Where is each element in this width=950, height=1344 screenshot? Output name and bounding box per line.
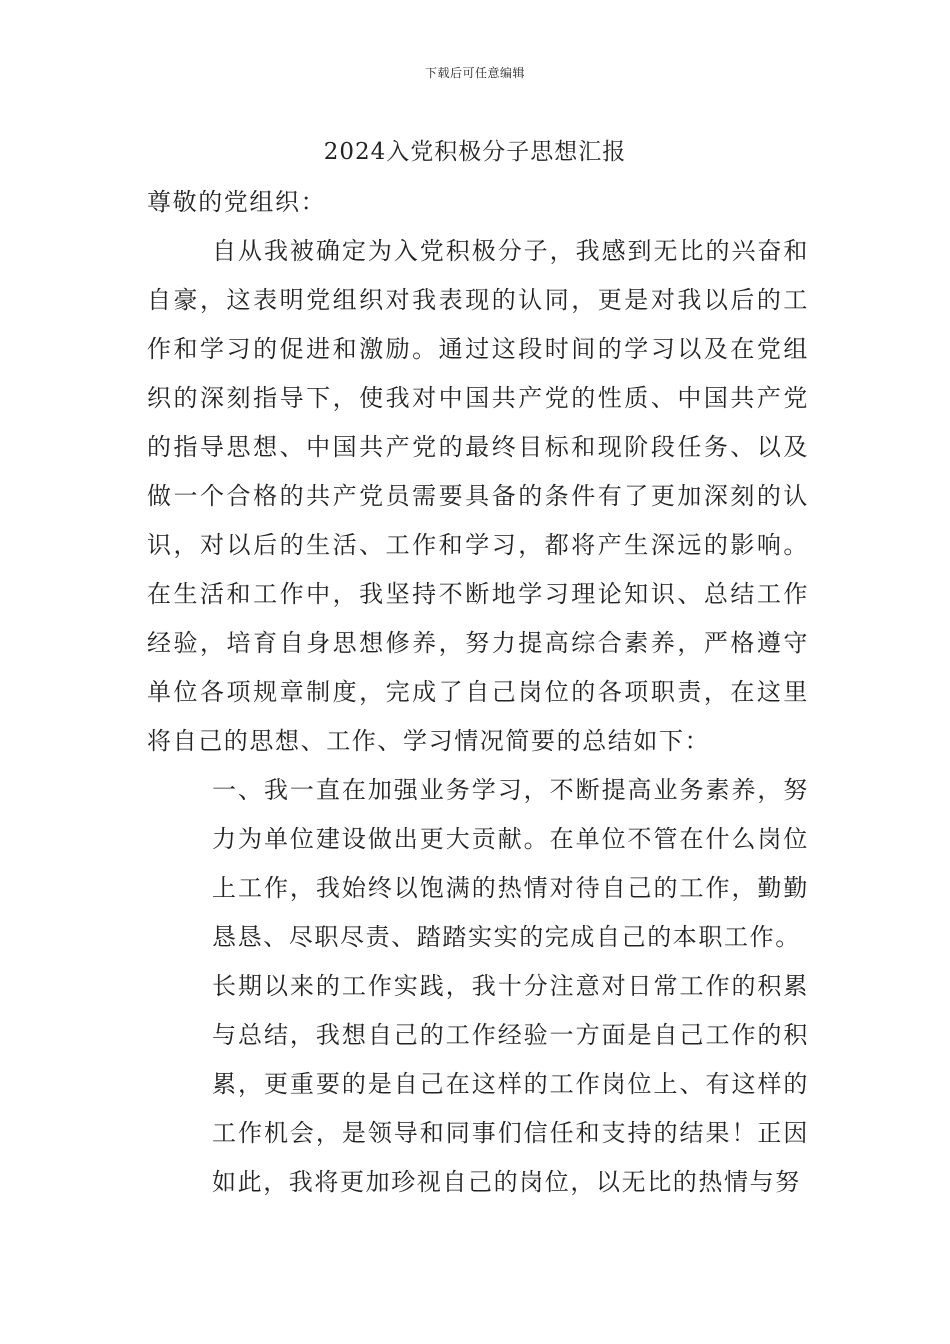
section-one	[147, 766, 809, 1207]
document-title: 2024入党积极分子思想汇报	[323, 139, 627, 165]
salutation: 尊敬的党组织：	[147, 188, 327, 216]
page-header-note: 下载后可任意编辑	[424, 66, 525, 80]
section-one-part-one: 一、我一直在加强业务学习，不断提高业务素养，努力为单位建设做出更大贡献。在单位不管在什么岗位上工作，我始终以饱满的热情对待自己的工作，勤勤恳恳、尽职尽责、踏踏实实的完成自己的本职工作。	[212, 776, 809, 951]
document-body	[147, 178, 809, 1207]
paragraph-intro: 自从我被确定为入党积极分子，我感到无比的兴奋和自豪，这表明党组织对我表现的认同，更是对我以后的工作和学习的促进和激励。通过这段时间的学习以及在党组织的深刻指导下，使我对中国共产党的性质、中国共产党的指导思想、中国共产党的最终目标和现阶段任务、以及做一个合格的共产党员需要具备的条件有了更加深刻的认识，对以后的生活、工作和学习，都将产生深远的影响。在生活和工作中，我坚持不断地学习理论知识、总结工作经验，培育自身思想修养，努力提高综合素养，严格遵守单位各项规章制度，完成了自己岗位的各项职责，在这里将自己的思想、工作、学习情况简要的总结如下：	[147, 237, 809, 755]
section-one-part-two: 长期以来的工作实践，我十分注意对日常工作的积累与总结，我想自己的工作经验一方面是自己工作的积累，更重要的是自己在这样的工作岗位上、有这样的工作机会，是领导和同事们信任和支持的结果！正因如此，我将更加珍视自己的岗位，以无比的热情与努	[212, 972, 809, 1196]
